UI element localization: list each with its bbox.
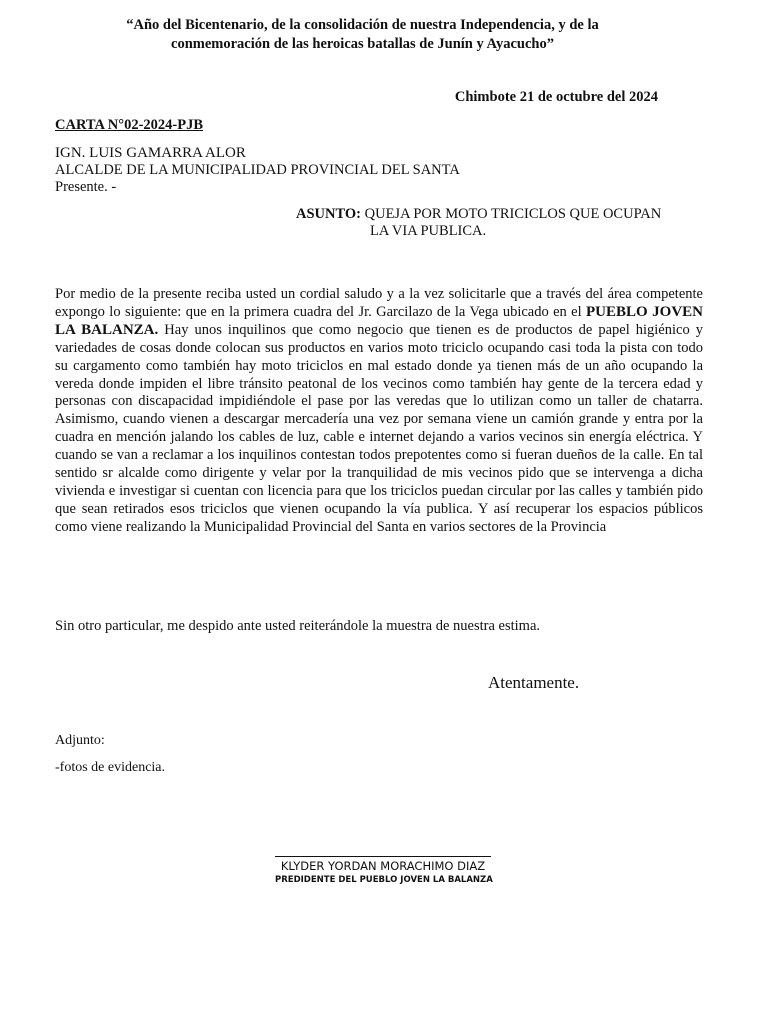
date-line: Chimbote 21 de octubre del 2024 [454, 89, 658, 105]
signature-block [275, 846, 491, 885]
addressee-block [55, 145, 460, 196]
attachment-item: -fotos de evidencia. [55, 760, 166, 775]
signer-title: PREDIDENTE DEL PUEBLO JOVEN LA BALANZA [275, 875, 493, 885]
regards: Atentamente. [488, 673, 580, 692]
year-motto-line-2: conmemoración de las heroicas batallas de Junín y Ayacucho” [171, 36, 554, 52]
year-motto-heading [90, 16, 635, 54]
signer-name: KLYDER YORDAN MORACHIMO DIAZ [280, 859, 486, 873]
body-highlight: PUEBLO JOVEN LA BALANZA. [55, 303, 704, 338]
letter-number: CARTA N°02-2024-PJB [55, 117, 204, 133]
body-text-part-2: Hay unos inquilinos que como negocio que tienen es de productos de papel higiénico y variedades de cosas donde colocan sus productos en varios moto triciclo ocupando casi toda la pista con todo su cargamento como también hay moto triciclos en mal estado donde ya tienen más de un año ocupando la vereda donde impiden el libre tránsito peatonal de los vecinos como también hay gente de la tercera edad y personas con discapacidad impidiéndole el pase por las veredas que lo utilizan como un taller de chatarra. Asimismo, cuando vienen a descargar mercadería una vez por semana viene un camión grande y entra por la cuadra en mención jalando los cables de luz, cable e internet dejando a varios vecinos sin energía eléctrica. Y cuando se van a reclamar a los inquilinos contestan todos prepotentes como si fueran dueños de la calle. En tal sentido sr alcalde como dirigente y velar por la tranquilidad de mis vecinos pido que se intervenga a dicha vivienda e investigar si cuentan con licencia para que los triciclos puedan circular por las calles y también pido que sean retirados esos triciclos que vienen ocupando la vía publica. Y así recuperar los espacios públicos como viene realizando la Municipalidad Provincial del Santa en varios sectores de la Provincia [55, 321, 703, 535]
addressee-greeting: Presente. - [55, 179, 117, 195]
attachments-label: Adjunto: [55, 733, 105, 748]
subject-row-1 [296, 206, 706, 223]
subject-text-line-1: QUEJA POR MOTO TRICICLOS QUE OCUPAN [364, 206, 662, 222]
addressee-position: ALCALDE DE LA MUNICIPALIDAD PROVINCIAL DEL SANTA [55, 162, 460, 178]
subject-label: ASUNTO: [296, 206, 361, 222]
subject-text-line-2: LA VIA PUBLICA. [370, 223, 487, 239]
body-paragraph [55, 286, 703, 537]
closing-sentence: Sin otro particular, me despido ante usted reiterándole la muestra de nuestra estima. [55, 618, 541, 634]
signature-line [275, 856, 491, 857]
year-motto-line-1: “Año del Bicentenario, de la consolidación de nuestra Independencia, y de la [126, 17, 599, 33]
subject-block [296, 206, 706, 240]
body-text-part-1: Por medio de la presente reciba usted un cordial saludo y a la vez solicitarle que a través del área competente expongo lo siguiente: que en la primera cuadra del Jr. Garcilazo de la Vega ubicado en el [55, 286, 703, 320]
addressee-name: IGN. LUIS GAMARRA ALOR [55, 145, 246, 161]
